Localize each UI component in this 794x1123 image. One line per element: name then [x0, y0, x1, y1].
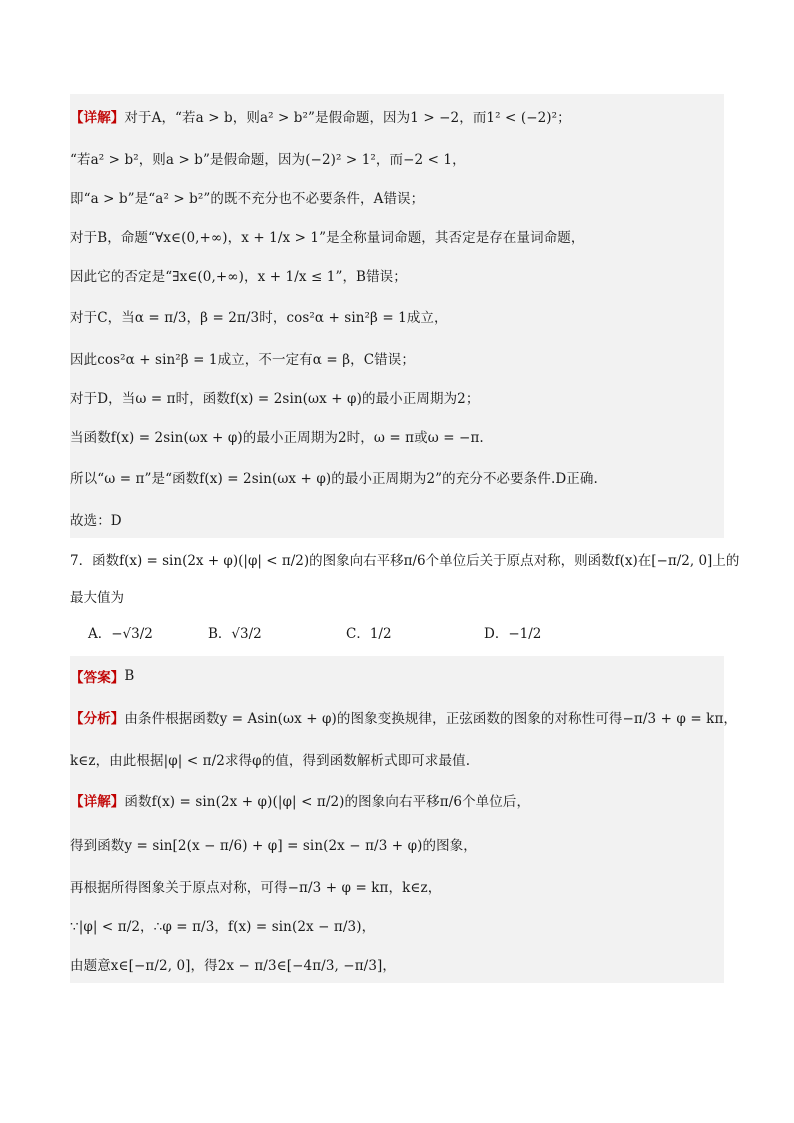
question-section [70, 538, 740, 652]
detail-line: 因此它的否定是“∃x∈(0,+∞)，x + 1/x ≤ 1”，B错误； [70, 268, 407, 285]
document-body [70, 94, 740, 983]
detail-line: “若a² > b²，则a > b”是假命题，因为(−2)² > 1²，而−2 < 1， [70, 151, 466, 168]
analysis-line [70, 695, 738, 739]
analysis-line-cont: k∈z，由此根据|φ| < π/2求得φ的值，得到函数解析式即可求最值. [70, 752, 471, 769]
analysis-tag: 【分析】 [70, 711, 125, 727]
option-d: D．−1/2 [484, 626, 542, 642]
detail2-line: 再根据所得图象关于原点对称，可得−π/3 + φ = kπ，k∈z， [70, 879, 442, 896]
detail-section [70, 94, 724, 538]
detail2-text: 函数f(x) = sin(2x + φ)(|φ| < π/2)的图象向右平移π/6个单位后， [124, 794, 531, 810]
detail-line-text: 对于A，“若a > b，则a² > b²”是假命题，因为1 > −2，而1² < (−2)²； [124, 110, 571, 126]
detail-line: 当函数f(x) = 2sin(ωx + φ)的最小正周期为2时，ω = π或ω = −π. [70, 429, 484, 446]
detail-line: 即“a > b”是“a² > b²”的既不充分也不必要条件，A错误； [70, 190, 425, 207]
answer-value: B [124, 667, 135, 684]
detail-line [70, 94, 724, 138]
option-a: A．−√3/2 [88, 626, 153, 642]
detail2-line: ∵|φ| < π/2，∴φ = π/3，f(x) = sin(2x − π/3)， [70, 918, 376, 935]
detail2-line: 得到函数y = sin[2(x − π/6) + φ] = sin(2x − π/3 + φ)的图象， [70, 838, 477, 854]
detail-line: 因此cos²α + sin²β = 1成立，不一定有α = β，C错误； [70, 351, 415, 368]
option-b: B．√3/2 [208, 626, 262, 642]
question-stem: 7．函数f(x) = sin(2x + φ)(|φ| < π/2)的图象向右平移π/6个单位后关于原点对称，则函数f(x)在[−π/2, 0]上的 [70, 553, 740, 569]
solution-section [70, 656, 738, 983]
answer-line [70, 656, 724, 695]
question-stem-cont: 最大值为 [70, 590, 124, 606]
analysis-text: 由条件根据函数y = Asin(ωx + φ)的图象变换规律，正弦函数的图象的对称性可得−π/3 + φ = kπ， [124, 711, 738, 727]
detail2-line [70, 778, 724, 822]
option-c: C．1/2 [346, 626, 392, 642]
answer-tag: 【答案】 [70, 669, 125, 686]
detail2-line: 由题意x∈[−π/2, 0]，得2x − π/3∈[−4π/3, −π/3]， [70, 957, 396, 974]
detail-line: 对于C，当α = π/3，β = 2π/3时，cos²α + sin²β = 1成立， [70, 310, 448, 326]
detail-line: 对于D，当ω = π时，函数f(x) = 2sin(ωx + φ)的最小正周期为2； [70, 390, 480, 407]
detail2-tag: 【详解】 [70, 794, 125, 810]
detail-line: 对于B，命题“∀x∈(0,+∞)，x + 1/x > 1”是全称量词命题，其否定是存在量词命题， [70, 229, 585, 246]
detail-tag: 【详解】 [70, 110, 125, 126]
option-list [70, 612, 724, 652]
detail-line: 所以“ω = π”是“函数f(x) = 2sin(ωx + φ)的最小正周期为2”的充分不必要条件.D正确. [70, 471, 598, 487]
detail-line: 故选：D [70, 512, 122, 529]
